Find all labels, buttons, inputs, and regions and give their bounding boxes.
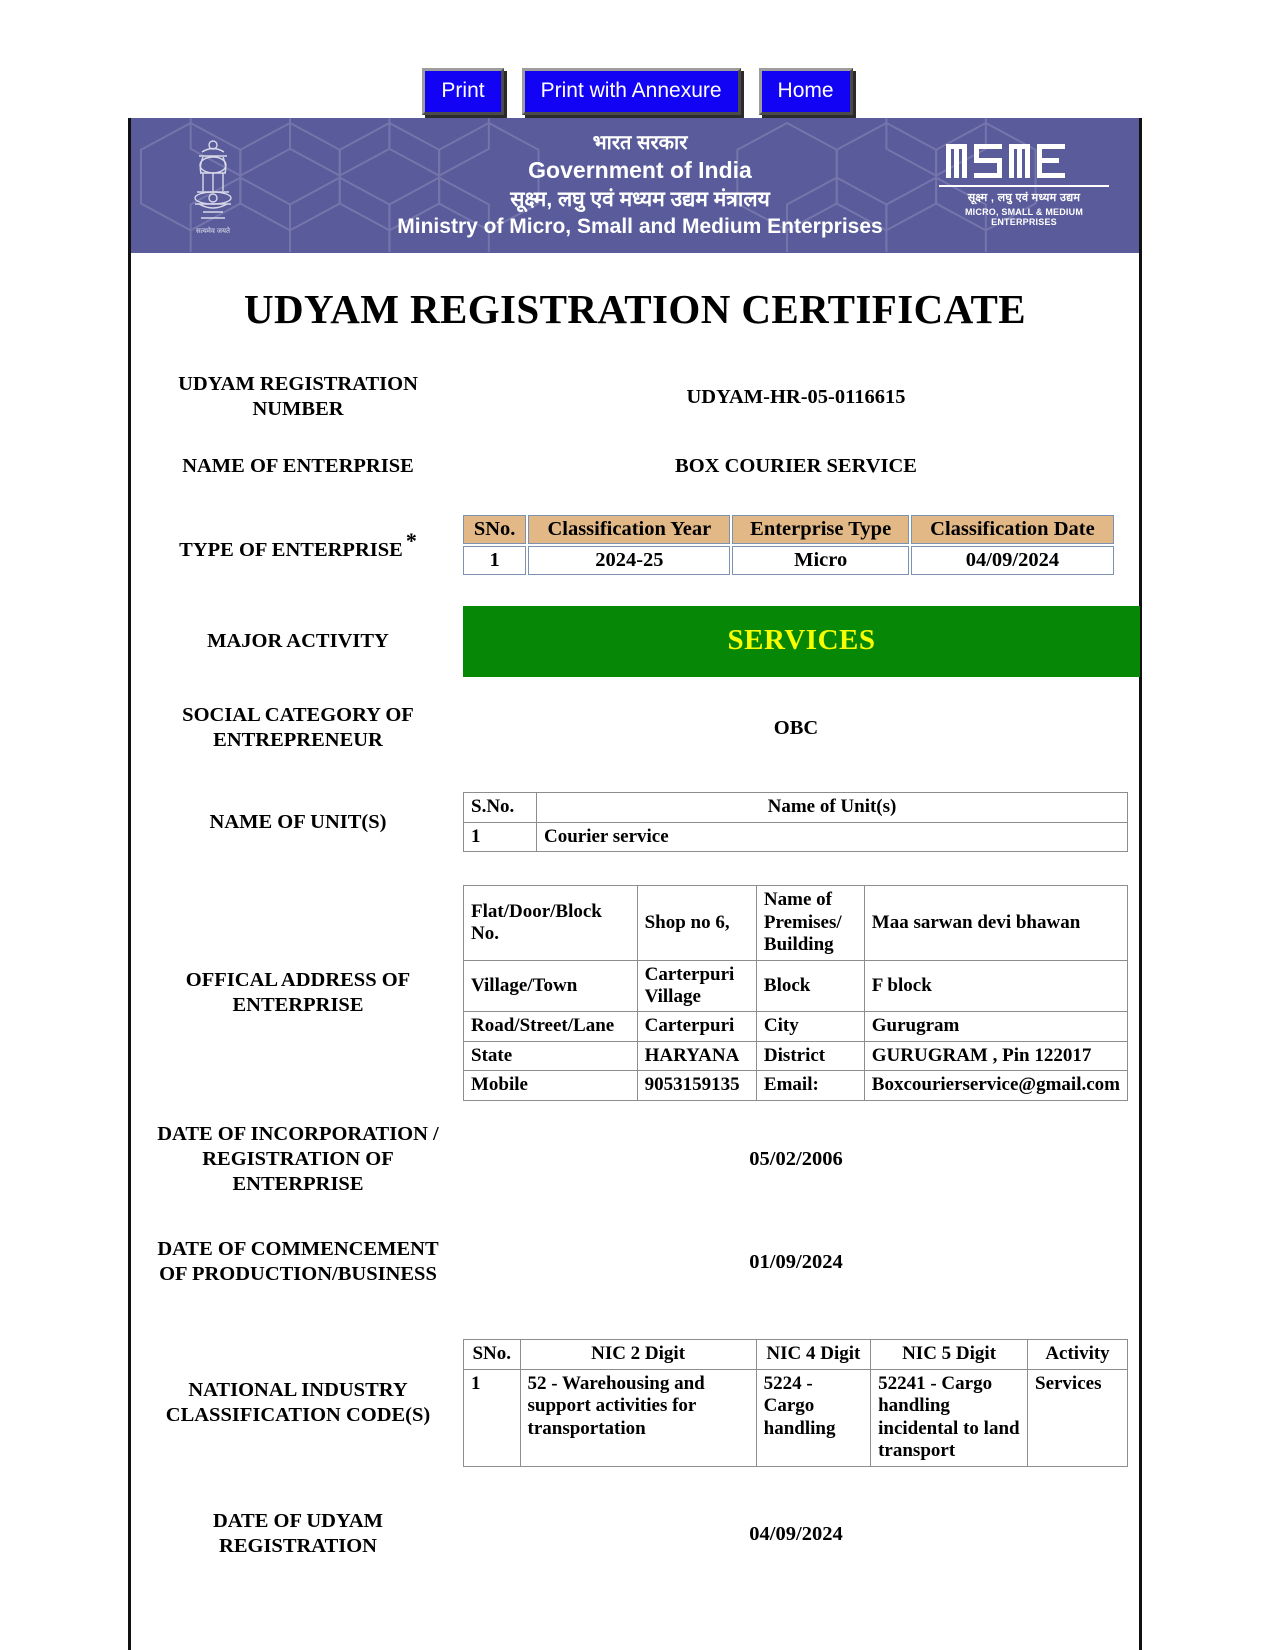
address-value-mobile: 9053159135: [637, 1071, 756, 1100]
address-key-state: State: [464, 1041, 638, 1070]
nic-cell-2digit: 52 - Warehousing and support activities for transportation: [520, 1369, 756, 1466]
table-row: [463, 546, 1114, 575]
address-value-village: Carterpuri Village: [637, 960, 756, 1012]
enterprise-name-label: NAME OF ENTERPRISE: [182, 454, 414, 477]
date-of-commencement-value: 01/09/2024: [749, 1250, 843, 1273]
address-value-flat: Shop no 6,: [637, 886, 756, 960]
table-row: [464, 1041, 1128, 1070]
table-row: [464, 1369, 1128, 1466]
units-cell-sno: 1: [464, 822, 537, 851]
address-value-block: F block: [864, 960, 1127, 1012]
msme-logo: [939, 140, 1109, 227]
name-of-units-label: NAME OF UNIT(S): [209, 810, 387, 833]
address-key-flat: Flat/Door/Block No.: [464, 886, 638, 960]
row-date-of-incorporation: [131, 1109, 1139, 1209]
government-banner: [131, 118, 1139, 253]
nic-header-4digit: NIC 4 Digit: [756, 1340, 870, 1369]
classification-header-row: [463, 515, 1114, 544]
row-name-of-units: [131, 767, 1139, 877]
address-key-village: Village/Town: [464, 960, 638, 1012]
date-of-incorporation-value: 05/02/2006: [749, 1147, 843, 1170]
social-category-value: OBC: [773, 716, 819, 739]
address-key-mobile: Mobile: [464, 1071, 638, 1100]
table-row: [464, 960, 1128, 1012]
nic-header-activity: Activity: [1028, 1340, 1128, 1369]
address-value-city: Gurugram: [864, 1012, 1127, 1041]
social-category-label: SOCIAL CATEGORY OF ENTREPRENEUR: [182, 704, 414, 751]
units-table: [463, 792, 1128, 852]
row-major-activity: [131, 593, 1139, 689]
major-activity-banner: SERVICES: [463, 606, 1140, 677]
banner-hindi-government: भारत सरकार: [592, 132, 688, 155]
address-key-road: Road/Street/Lane: [464, 1012, 638, 1041]
nic-cell-4digit: 5224 - Cargo handling: [756, 1369, 870, 1466]
major-activity-label: MAJOR ACTIVITY: [207, 629, 389, 652]
address-key-city: City: [756, 1012, 864, 1041]
banner-english-government: Government of India: [528, 157, 752, 184]
classification-cell-year: 2024-25: [528, 546, 730, 575]
date-of-udyam-registration-value: 04/09/2024: [749, 1522, 843, 1545]
address-key-premises: Name of Premises/ Building: [756, 886, 864, 960]
address-key-email: Email:: [756, 1071, 864, 1100]
address-value-district: GURUGRAM , Pin 122017: [864, 1041, 1127, 1070]
msme-hindi-label: सूक्ष्म , लघु एवं मध्यम उद्यम: [939, 185, 1109, 205]
date-of-incorporation-label: DATE OF INCORPORATION / REGISTRATION OF ENTERPRISE: [157, 1122, 439, 1195]
address-value-state: HARYANA: [637, 1041, 756, 1070]
home-button[interactable]: Home: [759, 68, 853, 115]
classification-cell-date: 04/09/2024: [911, 546, 1114, 575]
address-key-district: District: [756, 1041, 864, 1070]
nic-header-sno: SNo.: [464, 1340, 521, 1369]
address-value-road: Carterpuri: [637, 1012, 756, 1041]
address-value-premises: Maa sarwan devi bhawan: [864, 886, 1127, 960]
nic-cell-activity: Services: [1028, 1369, 1128, 1466]
units-header-sno: S.No.: [464, 793, 537, 822]
required-asterisk: *: [405, 527, 417, 553]
row-udyam-registration-number: [131, 359, 1139, 435]
certificate-sheet: [128, 118, 1142, 1650]
classification-header-sno: SNo.: [463, 515, 526, 544]
nic-table: [463, 1339, 1128, 1466]
msme-english-label: MICRO, SMALL & MEDIUM ENTERPRISES: [964, 207, 1084, 227]
classification-cell-type: Micro: [732, 546, 908, 575]
address-value-email: Boxcourierservice@gmail.com: [864, 1071, 1127, 1100]
urn-label: UDYAM REGISTRATION NUMBER: [178, 373, 418, 420]
row-type-of-enterprise: [131, 497, 1139, 593]
classification-header-type: Enterprise Type: [732, 515, 908, 544]
units-header-row: [464, 793, 1128, 822]
nic-header-2digit: NIC 2 Digit: [520, 1340, 756, 1369]
table-row: [464, 886, 1128, 960]
nic-header-row: [464, 1340, 1128, 1369]
banner-hindi-ministry: सूक्ष्म, लघु एवं मध्यम उद्यम मंत्रालय: [510, 188, 770, 212]
page-title: UDYAM REGISTRATION CERTIFICATE: [243, 286, 1027, 332]
table-row: [464, 1012, 1128, 1041]
address-key-block: Block: [756, 960, 864, 1012]
official-address-label: OFFICAL ADDRESS OF ENTERPRISE: [185, 969, 411, 1016]
nic-cell-5digit: 52241 - Cargo handling incidental to land transport: [871, 1369, 1028, 1466]
enterprise-name-value: BOX COURIER SERVICE: [675, 454, 917, 477]
msme-wordmark-icon: [939, 140, 1109, 182]
classification-cell-sno: 1: [463, 546, 526, 575]
units-header-name: Name of Unit(s): [537, 793, 1128, 822]
classification-header-year: Classification Year: [528, 515, 730, 544]
print-button[interactable]: Print: [422, 68, 503, 115]
banner-english-ministry: Ministry of Micro, Small and Medium Enterprises: [397, 215, 883, 239]
row-date-of-commencement: [131, 1209, 1139, 1315]
classification-header-date: Classification Date: [911, 515, 1114, 544]
table-row: [464, 822, 1128, 851]
svg-text:सत्यमेव जयते: सत्यमेव जयते: [195, 228, 231, 235]
type-of-enterprise-label-text: TYPE OF ENTERPRISE: [179, 538, 403, 561]
print-with-annexure-button[interactable]: Print with Annexure: [522, 68, 741, 115]
urn-value: UDYAM-HR-05-0116615: [686, 385, 906, 408]
toolbar: [0, 68, 1275, 114]
classification-table: [461, 513, 1116, 577]
table-row: [464, 1071, 1128, 1100]
nic-header-5digit: NIC 5 Digit: [871, 1340, 1028, 1369]
row-social-category: [131, 689, 1139, 767]
row-official-address: [131, 877, 1139, 1109]
row-nic-codes: [131, 1315, 1139, 1491]
row-enterprise-name: [131, 435, 1139, 497]
type-of-enterprise-label: [131, 528, 461, 563]
nic-cell-sno: 1: [464, 1369, 521, 1466]
address-table: [463, 885, 1128, 1100]
nic-codes-label: NATIONAL INDUSTRY CLASSIFICATION CODE(S): [165, 1379, 431, 1426]
row-date-of-udyam-registration: [131, 1491, 1139, 1577]
date-of-commencement-label: DATE OF COMMENCEMENT OF PRODUCTION/BUSINESS: [157, 1238, 439, 1285]
date-of-udyam-registration-label: DATE OF UDYAM REGISTRATION: [212, 1510, 384, 1557]
units-cell-name: Courier service: [537, 822, 1128, 851]
